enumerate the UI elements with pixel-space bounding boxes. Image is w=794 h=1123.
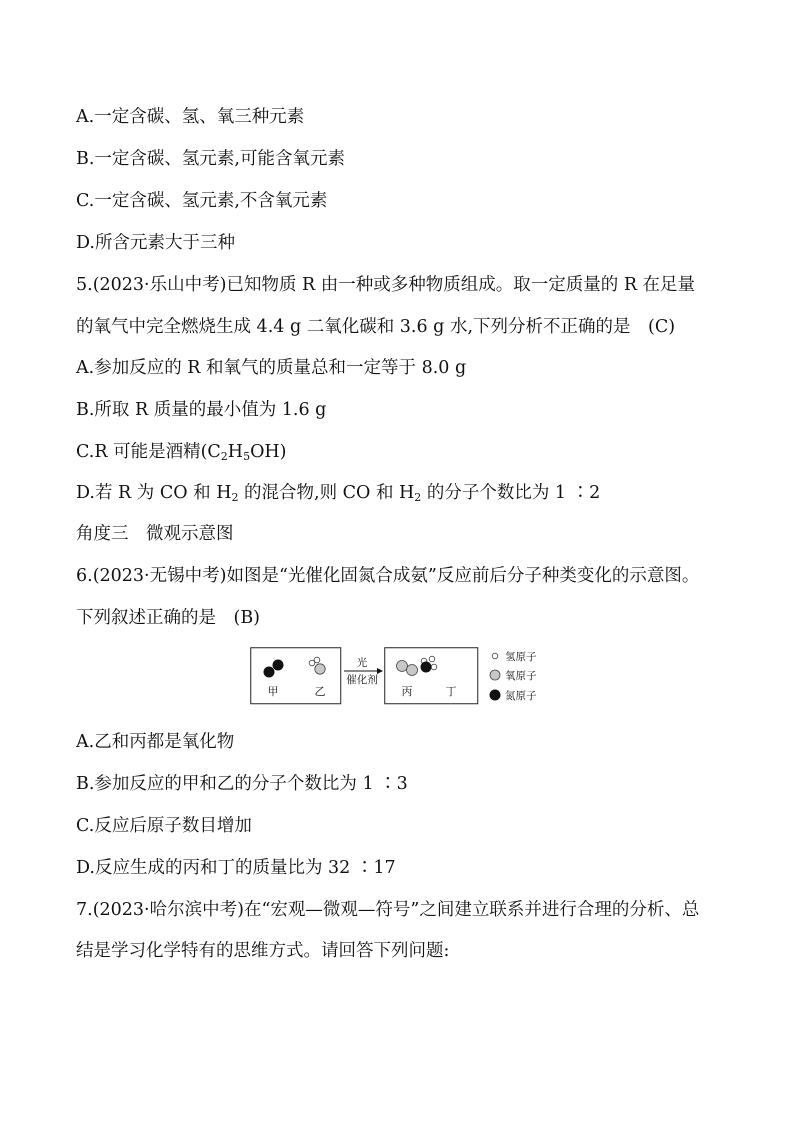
label-yi: 乙 [314, 685, 326, 698]
label-ding: 丁 [445, 685, 457, 698]
q7-stem-line2: 结是学习化学特有的思维方式。请回答下列问题: [76, 941, 450, 961]
q5-option-a: A.参加反应的 R 和氧气的质量总和一定等于 8.0 g [76, 358, 467, 378]
molecule-yi-water [309, 657, 325, 674]
molecule-jia-nitrogen [264, 660, 284, 678]
q4-option-b: B.一定含碳、氢元素,可能含氧元素 [76, 149, 345, 169]
legend-oxygen-icon [490, 670, 500, 680]
q6-option-a: A.乙和丙都是氧化物 [76, 732, 235, 752]
q5-option-b: B.所取 R 质量的最小值为 1.6 g [76, 400, 327, 420]
arrow-condition-catalyst: 催化剂 [346, 674, 378, 686]
q6-option-b: B.参加反应的甲和乙的分子个数比为 1 ∶3 [76, 774, 408, 794]
q6-option-d: D.反应生成的丙和丁的质量比为 32 ∶17 [76, 858, 396, 878]
legend-nitrogen-icon [490, 690, 501, 701]
q4-option-c: C.一定含碳、氢元素,不含氧元素 [76, 191, 328, 211]
legend-oxygen-label: 氧原子 [505, 670, 537, 682]
q4-option-a: A.一定含碳、氢、氧三种元素 [76, 107, 305, 127]
q5-stem-line2: 的氧气中完全燃烧生成 4.4 g 二氧化碳和 3.6 g 水,下列分析不正确的是 (C) [76, 317, 676, 337]
q7-stem-line1: 7.(2023·哈尔滨中考)在“宏观—微观—符号”之间建立联系并进行合理的分析、总 [76, 900, 700, 920]
q5-option-c: C.R 可能是酒精$(C_2H_5OH)$ [76, 442, 287, 463]
section-heading: 角度三 微观示意图 [76, 524, 234, 544]
q5-option-d: D.若 R 为 CO 和 $H_2$ 的混合物,则 CO 和 $H_2$ 的分子个数比为 1 ∶2 [76, 483, 601, 504]
legend-hydrogen-icon [492, 653, 498, 659]
q5-stem-line1: 5.(2023·乐山中考)已知物质 R 由一种或多种物质组成。取一定质量的 R 在足量 [76, 275, 696, 295]
q6-stem-line2: 下列叙述正确的是 (B) [76, 608, 261, 628]
q6-stem-line1: 6.(2023·无锡中考)如图是“光催化固氮合成氨”反应前后分子种类变化的示意图。 [76, 566, 700, 586]
legend-nitrogen-label: 氮原子 [505, 690, 537, 702]
label-jia: 甲 [267, 685, 279, 698]
reactants-box [251, 648, 341, 704]
molecule-ding-ammonia [421, 656, 437, 672]
legend-hydrogen-label: 氢原子 [505, 651, 537, 663]
molecule-bing-oxygen [397, 661, 418, 676]
q6-option-c: C.反应后原子数目增加 [76, 816, 252, 836]
label-bing: 丙 [401, 685, 413, 698]
q4-option-d: D.所含元素大于三种 [76, 233, 235, 253]
arrow-condition-light: 光 [356, 657, 368, 669]
reaction-diagram [250, 647, 550, 705]
